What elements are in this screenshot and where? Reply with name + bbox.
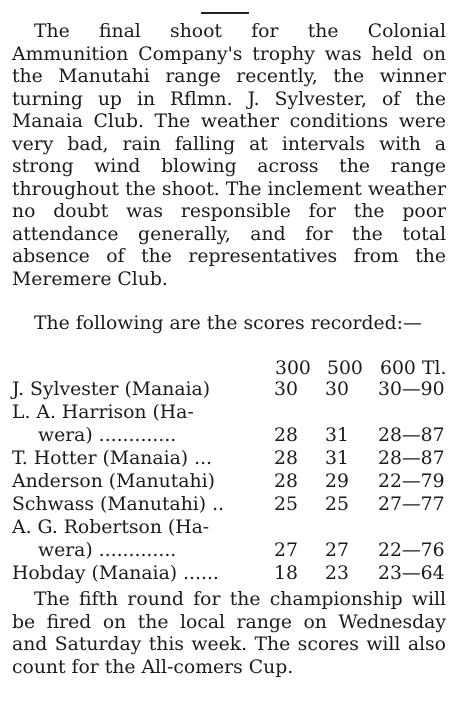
score-600-total: 23—64 xyxy=(378,563,445,584)
score-300: 25 xyxy=(274,494,298,515)
header-300: 300 xyxy=(275,358,311,379)
score-500: 31 xyxy=(325,425,349,446)
table-row-name-cont: wera) ............. xyxy=(38,425,177,446)
header-600: 600 xyxy=(380,358,416,379)
score-600-total: 22—76 xyxy=(378,540,445,561)
header-500: 500 xyxy=(327,358,363,379)
score-500: 30 xyxy=(325,379,349,400)
score-500: 27 xyxy=(325,540,349,561)
table-row-name: J. Sylvester (Manaia) xyxy=(12,379,211,400)
score-500: 31 xyxy=(325,448,349,469)
score-300: 28 xyxy=(274,471,298,492)
paragraph-intro: The final shoot for the Colonial Ammunition Company's trophy was held on the Manutahi range recently, the winner turning up in Rflmn. J. Sylvester, of the Manaia Club. The weather conditions were very bad, rain falling at intervals with a strong wind blowing across the range throughout the shoot. The inclement weather no doubt was responsible for the poor attendance generally, and for the total absence of the representatives from the Meremere Club. xyxy=(12,21,446,290)
table-row-name: Anderson (Manutahi) xyxy=(12,471,215,492)
score-500: 25 xyxy=(325,494,349,515)
table-row-name: T. Hotter (Manaia) ... xyxy=(12,448,213,469)
table-row-name: Schwass (Manutahi) .. xyxy=(12,494,225,515)
score-300: 18 xyxy=(274,563,298,584)
score-300: 28 xyxy=(274,448,298,469)
score-500: 29 xyxy=(325,471,349,492)
table-row-name: Hobday (Manaia) ...... xyxy=(12,563,219,584)
table-row-name: L. A. Harrison (Ha- xyxy=(12,402,194,423)
paragraph-championship: The fifth round for the championship will be fired on the local range on Wednesday and Saturday this week. The scores will also count for the All-comers Cup. xyxy=(12,589,446,678)
score-600-total: 27—77 xyxy=(378,494,445,515)
paragraph-scores-intro: The following are the scores recorded:— xyxy=(34,313,422,334)
score-300: 30 xyxy=(274,379,298,400)
score-600-total: 28—87 xyxy=(378,425,445,446)
score-600-total: 30—90 xyxy=(378,379,445,400)
table-row-name: A. G. Robertson (Ha- xyxy=(12,517,210,538)
score-600-total: 22—79 xyxy=(378,471,445,492)
score-300: 28 xyxy=(274,425,298,446)
score-300: 27 xyxy=(274,540,298,561)
top-rule xyxy=(201,12,249,14)
header-total: Tl. xyxy=(422,358,447,379)
table-row-name-cont: wera) ............. xyxy=(38,540,177,561)
score-500: 23 xyxy=(325,563,349,584)
score-600-total: 28—87 xyxy=(378,448,445,469)
